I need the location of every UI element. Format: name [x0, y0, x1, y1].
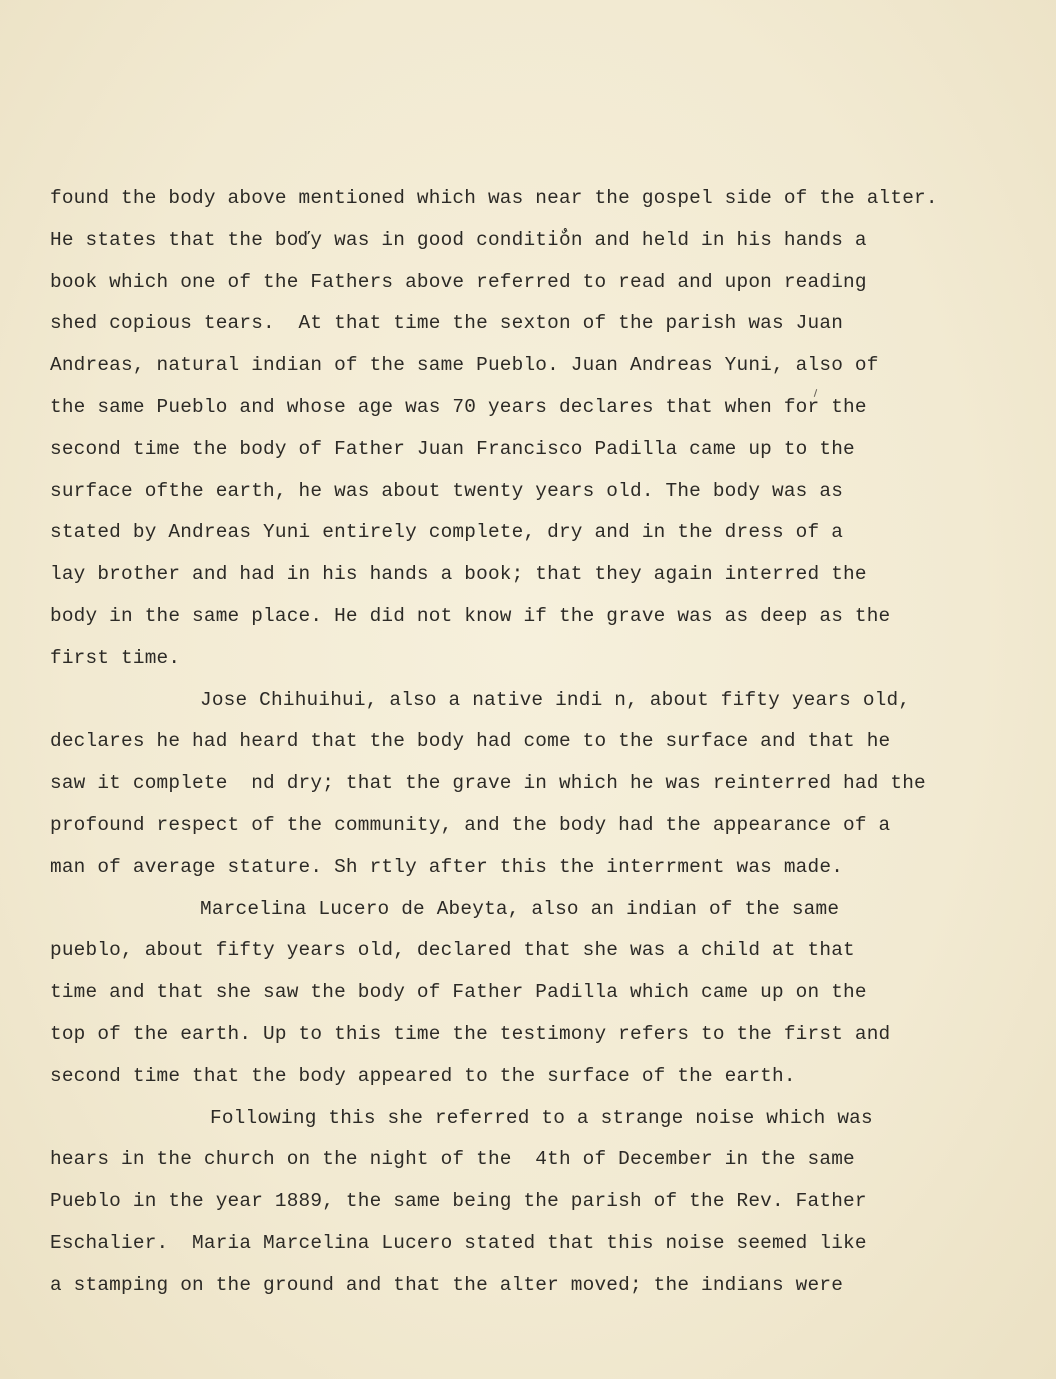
text-line: saw it complete nd dry; that the grave in which he was reinterred had the: [50, 772, 926, 795]
text-line: Eschalier. Maria Marcelina Lucero stated that this noise seemed like: [50, 1231, 867, 1254]
paragraph-start-line: Jose Chihuihui, also a native indi n, about fifty years old,: [200, 688, 911, 711]
text-line: top of the earth. Up to this time the testimony refers to the first and: [50, 1022, 891, 1045]
text-line: stated by Andreas Yuni entirely complete, dry and in the dress of a: [50, 521, 844, 544]
text-line: surface ofthe earth, he was about twenty years old. The body was as: [50, 479, 844, 502]
text-line: profound respect of the community, and the body had the appearance of a: [50, 813, 891, 836]
text-line: lay brother and had in his hands a book; that they again interred the: [50, 563, 867, 586]
text-line: second time that the body appeared to the surface of the earth.: [50, 1064, 796, 1087]
text-line: found the body above mentioned which was near the gospel side of the alter.: [50, 187, 938, 209]
text-line: the same Pueblo and whose age was 70 years declares that when for the: [50, 395, 867, 418]
text-line: He states that the boďy was in good conditiٌon and held in his hands a: [50, 228, 867, 251]
text-line: second time the body of Father Juan Francisco Padilla came up to the: [50, 437, 855, 460]
text-line: declares he had heard that the body had come to the surface and that he: [50, 730, 891, 753]
text-line: hears in the church on the night of the 4th of December in the same: [50, 1148, 855, 1171]
text-line: Andreas, natural indian of the same Pueblo. Juan Andreas Yuni, also of: [50, 354, 879, 377]
text-line: time and that she saw the body of Father Padilla which came up on the: [50, 981, 867, 1004]
typed-body-text: [50, 178, 1010, 1307]
paragraph-start-line: Marcelina Lucero de Abeyta, also an indian of the same: [200, 897, 840, 920]
paragraph-start-line: Following this she referred to a strange noise which was: [210, 1106, 873, 1129]
text-line: man of average stature. Sh rtly after this the interrment was made.: [50, 855, 844, 878]
text-line: Pueblo in the year 1889, the same being the parish of the Rev. Father: [50, 1190, 867, 1213]
text-line: a stamping on the ground and that the alter moved; the indians were: [50, 1273, 844, 1296]
text-line: body in the same place. He did not know if the grave was as deep as the: [50, 604, 891, 627]
text-line: book which one of the Fathers above referred to read and upon reading: [50, 270, 867, 293]
text-line: shed copious tears. At that time the sexton of the parish was Juan: [50, 312, 844, 335]
text-line: pueblo, about fifty years old, declared that she was a child at that: [50, 939, 855, 962]
text-line: first time.: [50, 646, 181, 669]
